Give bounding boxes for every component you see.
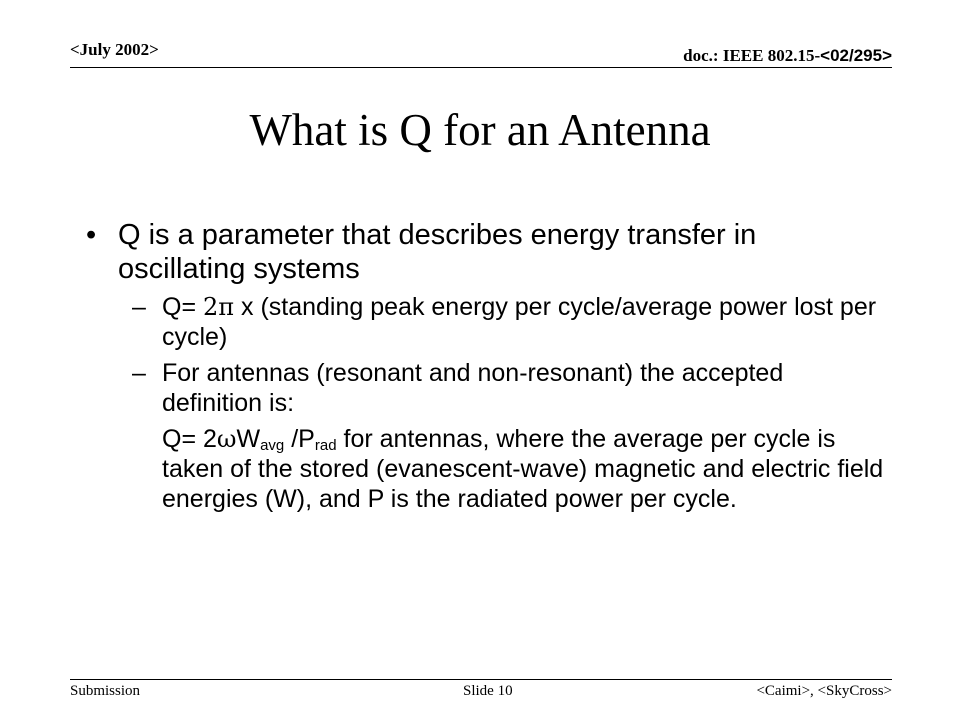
header-date: <July 2002> (70, 40, 159, 59)
footer-rule (70, 679, 892, 680)
bullet-item (86, 218, 886, 286)
formula-p-subscript: rad (314, 437, 337, 454)
sub-bullet-text (162, 292, 886, 352)
formula-w-subscript: avg (260, 437, 285, 454)
header-doc-prefix: doc.: IEEE 802.15- (683, 46, 821, 65)
two-pi-symbol: 2π (203, 293, 235, 321)
footer-slide-number: Slide 10 (463, 683, 513, 699)
sub-bullet-text: For antennas (resonant and non-resonant) the accepted definition is: (162, 359, 784, 417)
formula-explanation: for antennas, where the average per cycle is taken of the stored (evanescent-wave) magnetic and electric field energies (W), and P is the radiated power per cycle. (162, 425, 884, 513)
formula-w: W (236, 425, 261, 453)
q-definition-rest: x (standing peak energy per cycle/average power lost per cycle) (162, 293, 877, 351)
q-prefix: Q= (162, 293, 203, 321)
slide-title: What is Q for an Antenna (249, 105, 711, 155)
footer-authors: <Caimi>, <SkyCross> (756, 683, 892, 699)
slide-body (86, 218, 886, 514)
dash-mark: – (132, 293, 146, 321)
bullet-dot-icon: • (86, 219, 97, 251)
dash-mark: – (132, 359, 146, 387)
omega-symbol: ω (216, 425, 237, 453)
header-doc-number: <02/295> (820, 46, 892, 65)
header-doc-id (683, 46, 892, 66)
sub-bullet-q-definition (132, 292, 886, 352)
formula-paragraph (162, 424, 886, 514)
formula-prefix: Q= 2 (162, 425, 217, 453)
footer-submission: Submission (70, 683, 141, 699)
sub-bullet-antennas (132, 358, 886, 418)
formula-slash-p: /P (284, 425, 315, 453)
header-rule (70, 67, 892, 68)
bullet-text: Q is a parameter that describes energy transfer in oscillating systems (118, 219, 757, 285)
